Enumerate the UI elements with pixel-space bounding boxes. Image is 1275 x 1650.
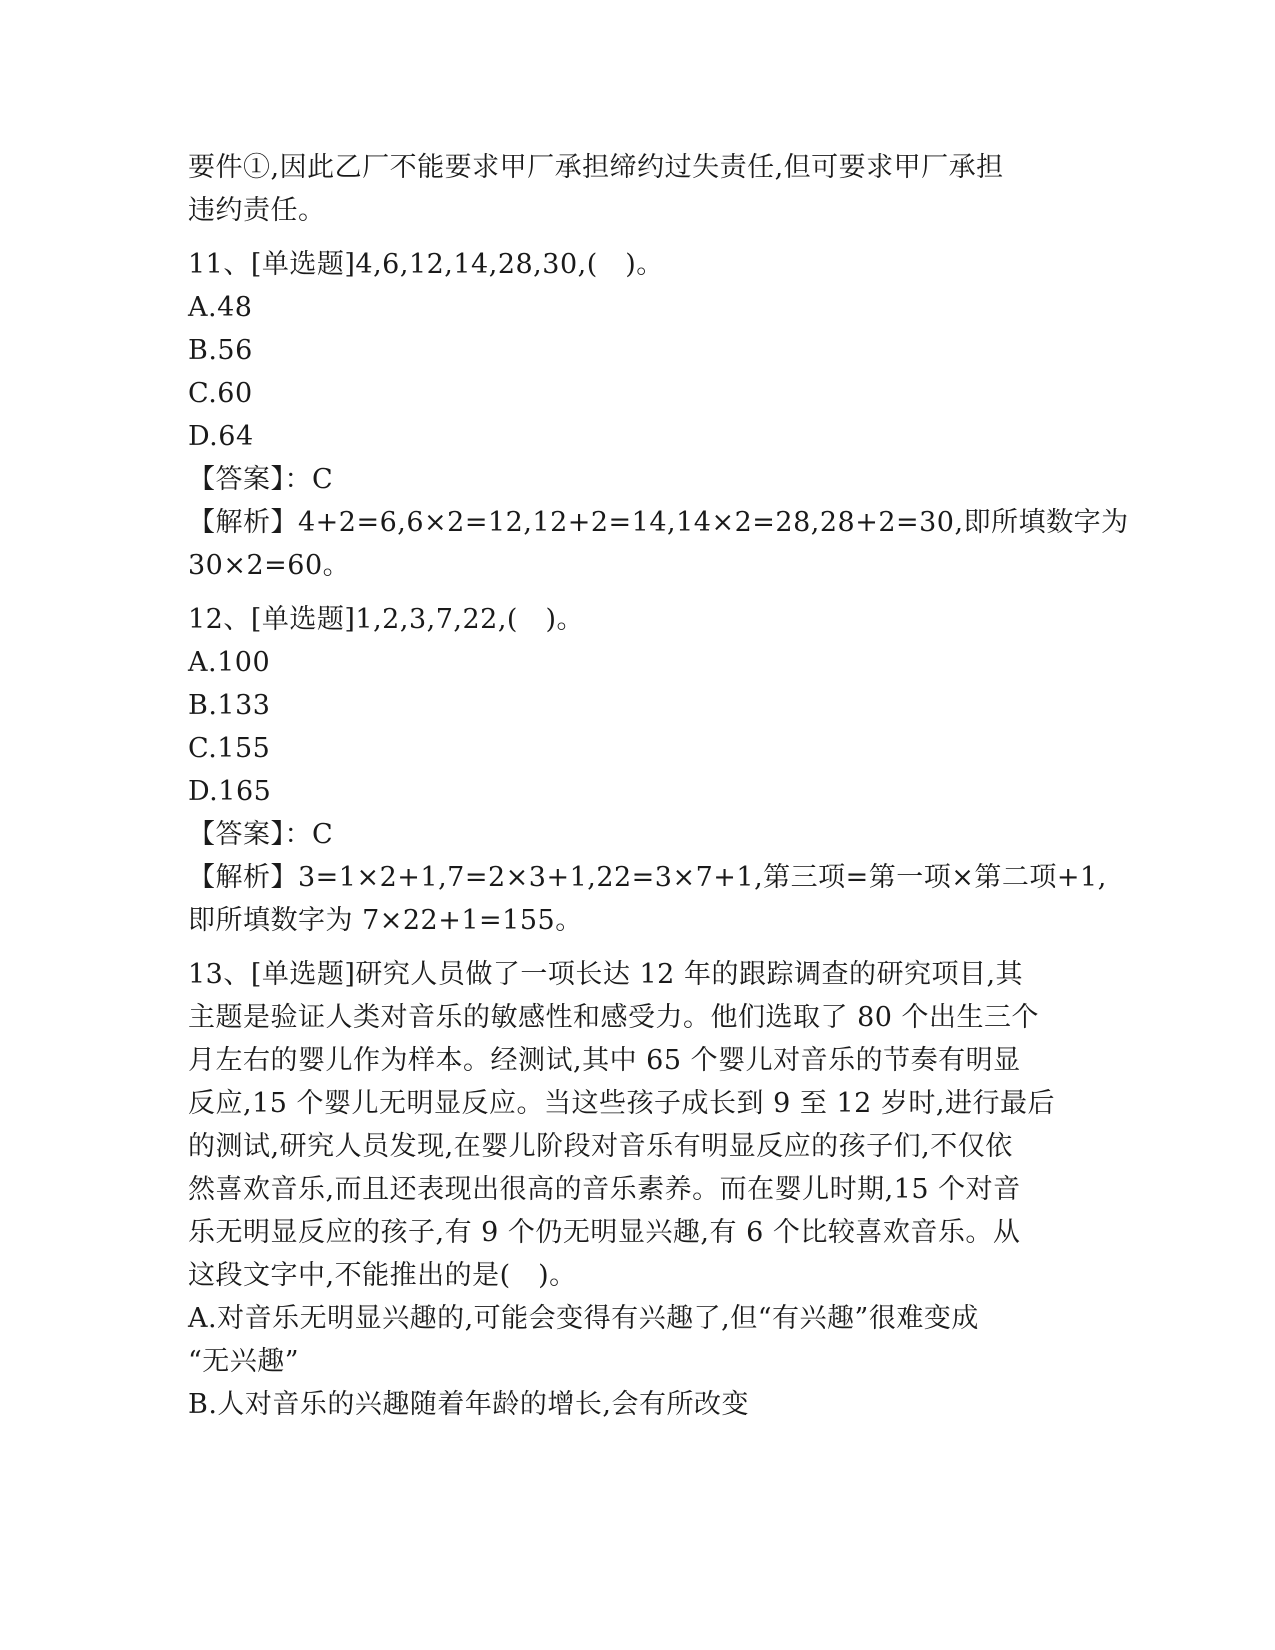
text-line: 违约责任。: [188, 195, 326, 226]
question-stem-line: 乐无明显反应的孩子,有 9 个仍无明显兴趣,有 6 个比较喜欢音乐。从: [188, 1217, 1021, 1248]
option-b: B.133: [188, 690, 271, 721]
question-11: [188, 243, 1129, 587]
question-stem-line: 的测试,研究人员发现,在婴儿阶段对音乐有明显反应的孩子们,不仅依: [188, 1131, 1013, 1162]
option-d: D.64: [188, 421, 254, 452]
question-stem-line: 然喜欢音乐,而且还表现出很高的音乐素养。而在婴儿时期,15 个对音: [188, 1174, 1021, 1205]
option-c: C.155: [188, 733, 271, 764]
question-stem-line: 13、[单选题]研究人员做了一项长达 12 年的跟踪调查的研究项目,其: [188, 959, 1024, 990]
question-stem: 11、[单选题]4,6,12,14,28,30,( )。: [188, 249, 664, 280]
question-stem-line: 月左右的婴儿作为样本。经测试,其中 65 个婴儿对音乐的节奏有明显: [188, 1045, 1021, 1076]
question-13: [188, 953, 1088, 1426]
analysis-line: 【解析】4+2=6,6×2=12,12+2=14,14×2=28,28+2=30,即所填数字为: [188, 507, 1129, 538]
analysis-line: 即所填数字为 7×22+1=155。: [188, 905, 583, 936]
analysis-line: 【解析】3=1×2+1,7=2×3+1,22=3×7+1,第三项=第一项×第二项+1,: [188, 862, 1107, 893]
option-a-continued: “无兴趣”: [188, 1346, 300, 1377]
document-page: [188, 146, 1129, 1426]
option-d: D.165: [188, 776, 272, 807]
option-a: A.100: [188, 647, 271, 678]
question-12: [188, 598, 1107, 942]
question-stem-line: 这段文字中,不能推出的是( )。: [188, 1260, 577, 1291]
text-line: 要件①,因此乙厂不能要求甲厂承担缔约过失责任,但可要求甲厂承担: [188, 152, 1004, 183]
answer: 【答案】：C: [188, 819, 334, 850]
analysis-line: 30×2=60。: [188, 550, 351, 581]
option-b: B.人对音乐的兴趣随着年龄的增长,会有所改变: [188, 1389, 750, 1420]
question-stem: 12、[单选题]1,2,3,7,22,( )。: [188, 604, 584, 635]
answer: 【答案】：C: [188, 464, 334, 495]
option-a: A.对音乐无明显兴趣的,可能会变得有兴趣了,但“有兴趣”很难变成: [188, 1303, 979, 1334]
option-b: B.56: [188, 335, 253, 366]
option-c: C.60: [188, 378, 253, 409]
option-a: A.48: [188, 292, 253, 323]
previous-analysis-continuation: [188, 146, 1088, 232]
question-stem-line: 反应,15 个婴儿无明显反应。当这些孩子成长到 9 至 12 岁时,进行最后: [188, 1088, 1055, 1119]
question-stem-line: 主题是验证人类对音乐的敏感性和感受力。他们选取了 80 个出生三个: [188, 1002, 1040, 1033]
